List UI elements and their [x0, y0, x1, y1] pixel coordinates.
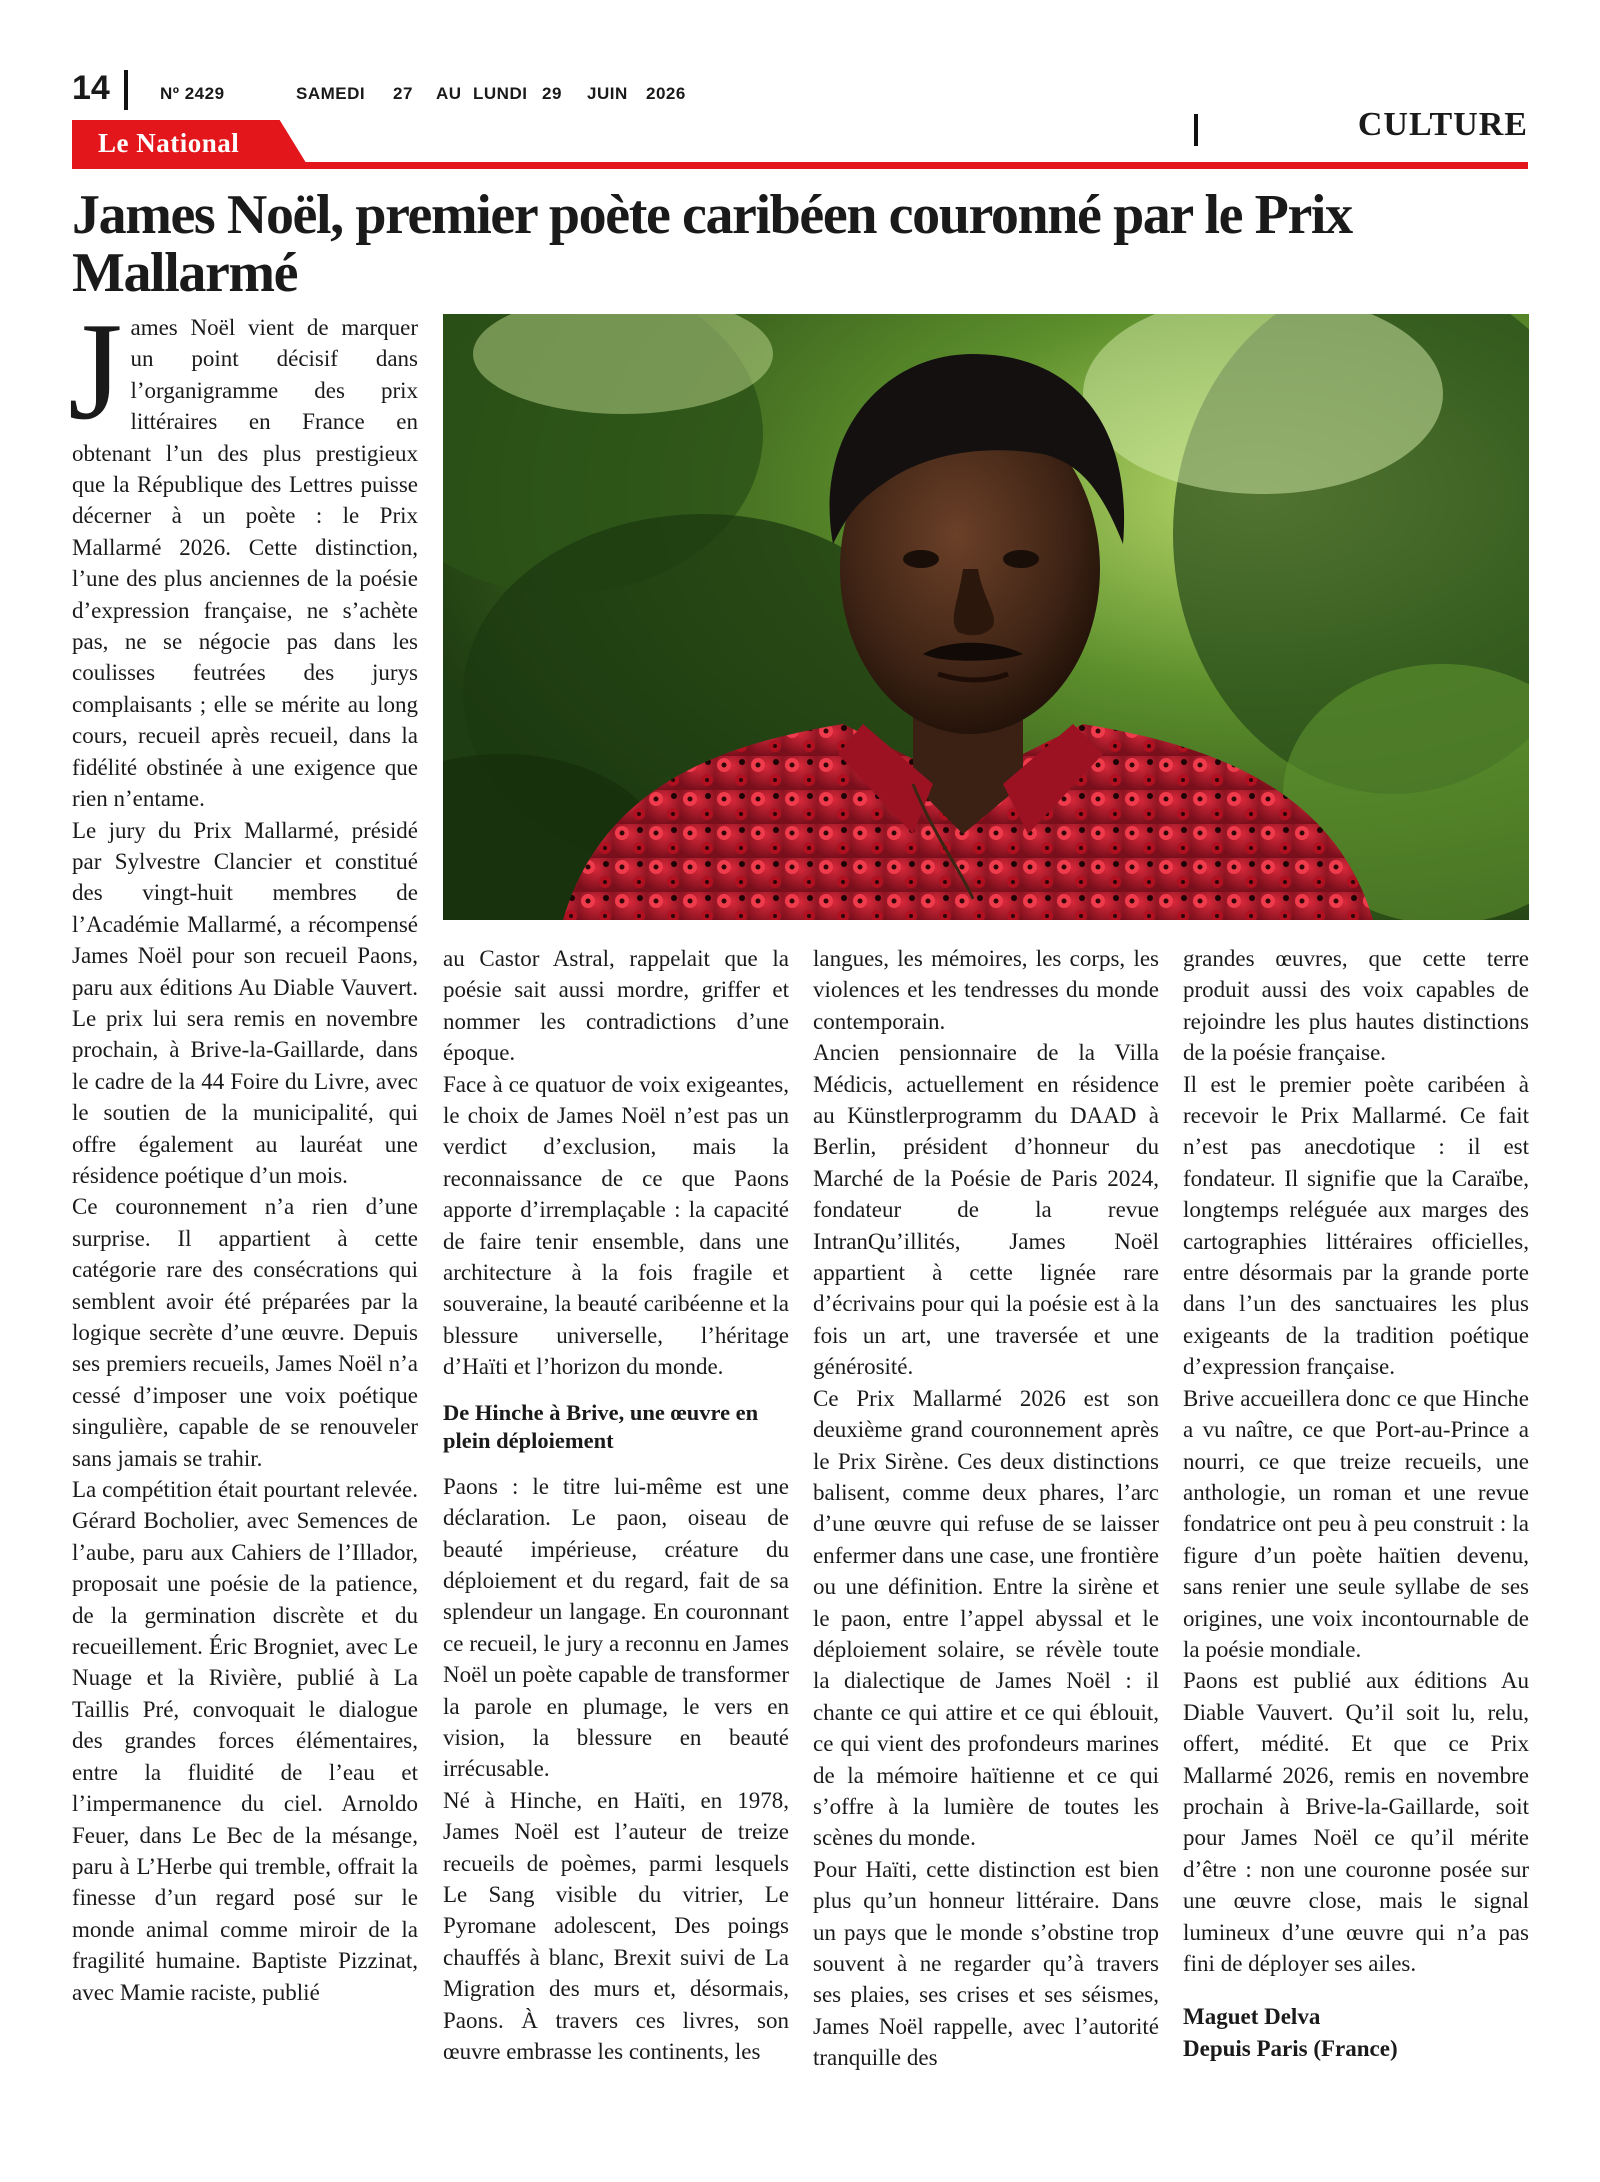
- header-divider: [124, 70, 128, 110]
- article-paragraph: Brive accueillera donc ce que Hinche a vu naître, ce que Port-au-Prince a nourri, ce que treize recueils, une anthologie, un roman et une revue fondatrice ont peu à peu construit : la figure d’un poète haïtien devenu, sans renier une seule syllabe de ses origines, une voix incontournable de la poésie mondiale.: [1183, 1385, 1529, 1662]
- article-paragraph: Né à Hinche, en Haïti, en 1978, James Noël est l’auteur de treize recueils de poèmes, parmi lesquels Le Sang visible du vitrier, Le Pyromane adolescent, Des poings chauffés à blanc, Brexit suivi de La Migration des murs et, désormais, Paons. À travers ces livres, son œuvre embrasse les continents, les: [443, 1787, 789, 2064]
- date-start: 27: [393, 84, 413, 103]
- brand-name: Le National: [98, 128, 240, 158]
- portrait-photo: [443, 314, 1529, 920]
- article-paragraph: grandes œuvres, que cette terre produit aussi des voix capables de rejoindre les plus hautes distinctions de la poésie française.: [1183, 946, 1529, 1066]
- article-title: James Noël, premier poète caribéen couronné par le Prix Mallarmé: [72, 184, 1352, 304]
- month: JUIN: [587, 84, 628, 103]
- article-paragraph: au Castor Astral, rappelait que la poésie sait aussi mordre, griffer et nommer les contradictions d’une époque.: [443, 946, 789, 1066]
- article-paragraph: Face à ce quatuor de voix exigeantes, le choix de James Noël n’est pas un verdict d’exclusion, mais la reconnaissance de ce que Paons apporte d’irremplaçable : la capacité de faire tenir ensemble, dans une architecture à la fois fragile et souveraine, la beauté caribéenne et la blessure universelle, l’héritage d’Haïti et l’horizon du monde.: [443, 1071, 789, 1380]
- article-paragraph: James Noël vient de marquer un point décisif dans l’organigramme des prix littéraires en France en obtenant l’un des plus prestigieux que la République des Lettres puisse décerner à un poète : le Prix Mallarmé 2026. Cette distinction, l’une des plus anciennes de la poésie d’expression française, ne s’achète pas, ne se négocie pas dans les coulisses feutrées des jurys complaisants ; elle se mérite au long cours, recueil après recueil, dans la fidélité obstinée à une exigence que rien n’entame.: [68, 294, 418, 812]
- portrait-illustration: [443, 314, 1529, 920]
- drop-cap: J: [68, 294, 123, 449]
- article-paragraph: Le jury du Prix Mallarmé, présidé par Sylvestre Clancier et constitué des vingt-huit membres de l’Académie Mallarmé, a récompensé James Noël pour son recueil Paons, paru aux éditions Au Diable Vauvert. Le prix lui sera remis en novembre prochain, à Brive-la-Gaillarde, dans le cadre de la 44 Foire du Livre, avec le soutien de la municipalité, qui offre également au lauréat une résidence poétique d’un mois.: [72, 817, 418, 1188]
- dateline: Depuis Paris (France): [1183, 2035, 1398, 2061]
- article-paragraph: langues, les mémoires, les corps, les violences et les tendresses du monde contemporain.: [813, 946, 1159, 1034]
- article-paragraph: Il est le premier poète caribéen à recevoir le Prix Mallarmé. Ce fait n’est pas anecdotique : il est fondateur. Il signifie que la Caraïbe, longtemps reléguée aux marges des cartographies littéraires officielles, entre désormais par la grande porte dans l’un des sanctuaires les plus exigeants de la tradition poétique d’expression française.: [1183, 1071, 1529, 1380]
- header-rule: [72, 162, 1528, 169]
- article-column-3: [813, 943, 1159, 2074]
- page-number: 14: [72, 69, 110, 107]
- date-end: 29: [542, 84, 562, 103]
- article-column-2: [443, 943, 789, 2067]
- section-divider: [1194, 114, 1198, 146]
- article-paragraph: Paons : le titre lui-même est une déclaration. Le paon, oiseau de beauté impérieuse, créature du déploiement et du regard, fait de sa splendeur un langage. En couronnant ce recueil, le jury a reconnu en James Noël un poète capable de transformer la parole en plumage, le vers en vision, la blessure en beauté irrécusable.: [443, 1473, 789, 1782]
- article-paragraph: Ce Prix Mallarmé 2026 est son deuxième grand couronnement après le Prix Sirène. Ces deux distinctions balisent, comme deux phares, l’arc d’une œuvre qui refuse de se laisser enfermer dans une case, une frontière ou une définition. Entre la sirène et le paon, entre l’appel abyssal et le déploiement solaire, se révèle toute la dialectique de James Noël : il chante ce qui attire et ce qui éblouit, ce qui vient des profondeurs marines de la mémoire haïtienne et ce qui s’offre à la lumière de toutes les scènes du monde.: [813, 1385, 1159, 1851]
- issue-number: Nº 2429: [160, 84, 225, 103]
- article-paragraph: Paons est publié aux éditions Au Diable Vauvert. Qu’il soit lu, relu, offert, médité. Et que ce Prix Mallarmé 2026, remis en novembre prochain à Brive-la-Gaillarde, soit pour James Noël ce qu’il mérite d’être : non une couronne posée sur une œuvre close, mais le signal lumineux d’une œuvre qui n’a pas fini de déployer ses ailes.: [1183, 1668, 1529, 1976]
- article-paragraph: Ancien pensionnaire de la Villa Médicis, actuellement en résidence au Künstlerprogramm du DAAD à Berlin, président d’honneur du Marché de la Poésie de Paris 2024, fondateur de la revue IntranQu’illités, James Noël appartient à cette lignée rare d’écrivains pour qui la poésie est à la fois un art, une traversée et une générosité.: [813, 1040, 1159, 1380]
- article-paragraph: Pour Haïti, cette distinction est bien plus qu’un honneur littéraire. Dans un pays que le monde s’obstine trop souvent à ne regarder qu’à travers ses plaies, ses crises et ses séismes, James Noël rappelle, avec l’autorité tranquille des: [813, 1856, 1159, 2071]
- author-name: Maguet Delva: [1183, 2004, 1321, 2030]
- day-end: LUNDI: [473, 84, 528, 103]
- article-column-4: [1183, 943, 1529, 2064]
- article-paragraph: La compétition était pourtant relevée. Gérard Bocholier, avec Semences de l’aube, paru aux Cahiers de l’Illador, proposait une poésie de la patience, de la germination discrète et du recueillement. Éric Brogniet, avec Le Nuage et la Rivière, publié à La Taillis Pré, convoquait le dialogue des grandes forces élémentaires, entre la fluidité de l’eau et l’impermanence du ciel. Arnoldo Feuer, dans Le Bec de la mésange, paru à L’Herbe qui tremble, offrait la finesse d’un regard posé sur le monde animal comme miroir de la fragilité humaine. Baptiste Pizzinat, avec Mamie raciste, publié: [72, 1477, 418, 2005]
- article-paragraph: Ce couronnement n’a rien d’une surprise. Il appartient à cette catégorie rare des consécrations qui semblent avoir été préparées par la logique secrète d’une œuvre. Depuis ses premiers recueils, James Noël n’a cessé d’imposer une voix poétique singulière, capable de se renouveler sans jamais se trahir.: [72, 1194, 418, 1471]
- year: 2026: [646, 84, 686, 103]
- section-label: CULTURE: [1357, 106, 1528, 143]
- article-column-1: [68, 294, 418, 2008]
- date-connector: AU: [436, 84, 462, 103]
- article-subheading: De Hinche à Brive, une œuvre en plein déploiement: [443, 1399, 759, 1453]
- day-start: SAMEDI: [296, 84, 366, 103]
